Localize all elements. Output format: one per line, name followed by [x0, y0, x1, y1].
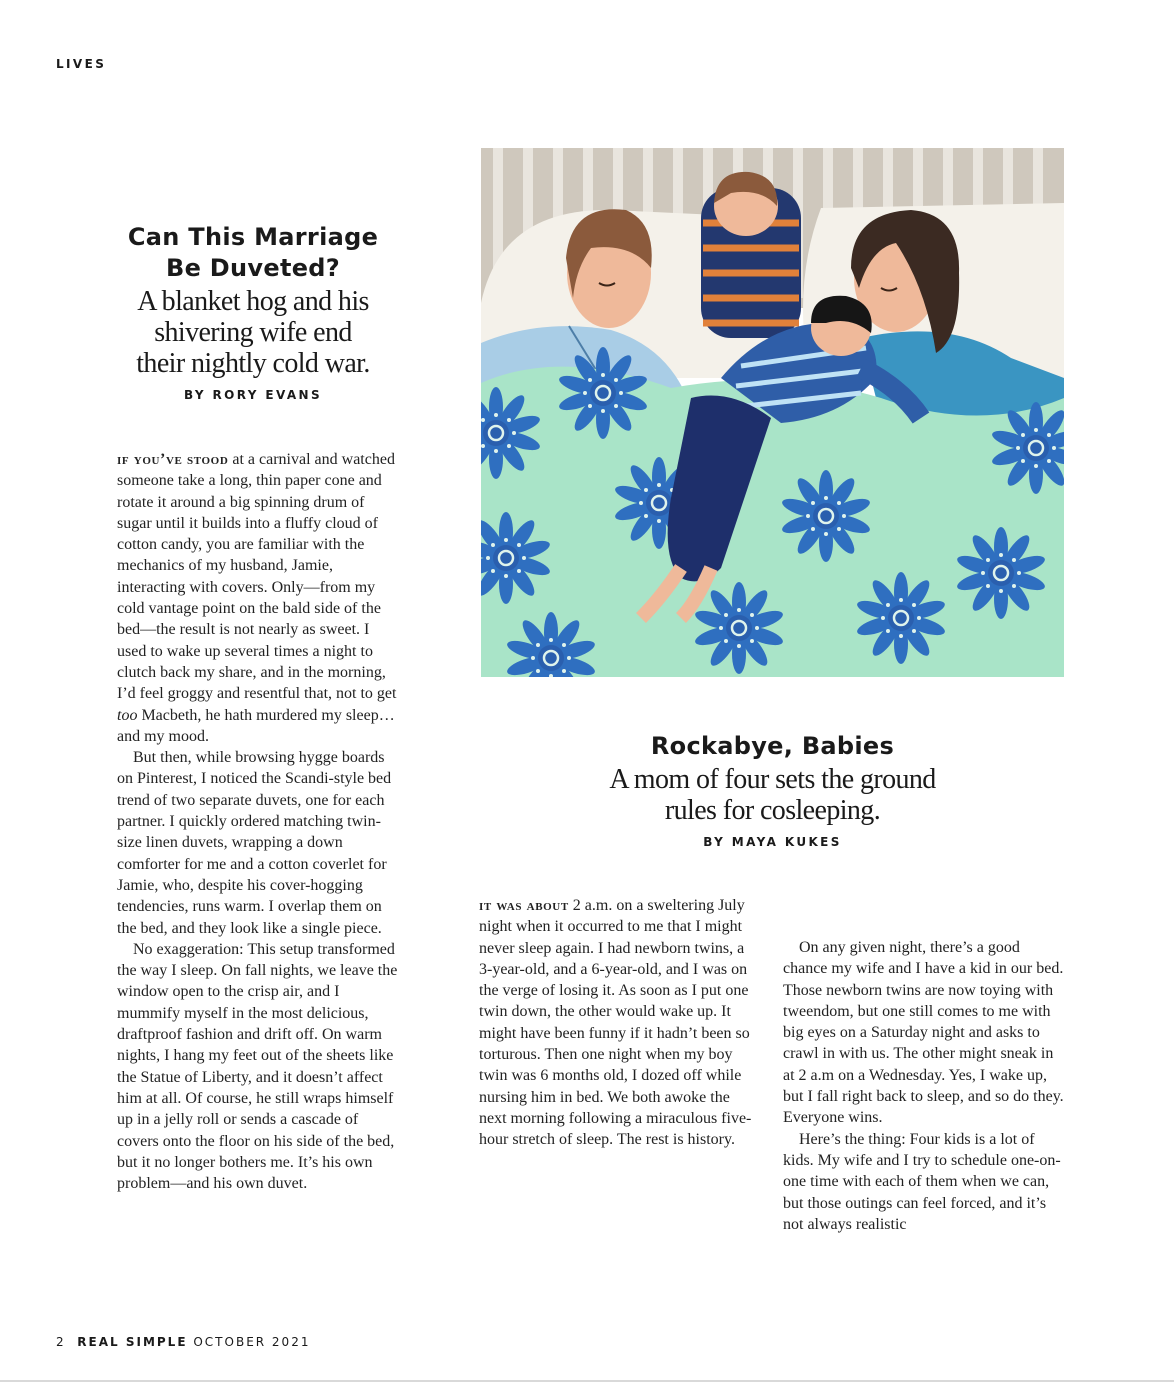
article1-dek-line1: A blanket hog and his [137, 286, 369, 317]
page-footer [56, 1335, 310, 1349]
magazine-name: REAL SIMPLE [77, 1335, 188, 1349]
article2-p1-text: 2 a.m. on a sweltering July night when it occurred to me that I might never sleep again. I had newborn twins, a 3-year-old, and a 6-year-old, and I was on the verge of losing it. As soon as I put one twin down, the other would wake up. It might have been funny if it hadn’t been so torturous. Then one night when my boy twin was 6 months old, I dozed off while nursing him in bed. We both awoke the next morning following a miraculous five-hour stretch of sleep. The rest is history. [479, 897, 752, 1149]
article1-paragraph-3: No exaggeration: This setup transformed the way I sleep. On fall nights, we leave the window open to the crisp air, and I mummify myself in the most delicious, draftproof fashion and drift off. On warm nights, I hang my feet out of the sheets like the Statue of Liberty, and it doesn’t affect him at all. Of course, he still wraps himself up in a jelly roll or sends a cascade of covers onto the floor on his side of the bed, but it no longer bothers me. It’s his own problem—and his own duvet. [117, 940, 398, 1193]
article2-dek [560, 764, 985, 826]
article2-column-1 [479, 895, 761, 1151]
article1-dek-line3: their nightly cold war. [136, 348, 370, 379]
issue-date: OCTOBER 2021 [193, 1335, 311, 1349]
article2-column-2 [783, 937, 1065, 1235]
article1-p1-end: Macbeth, he hath murdered my sleep…and my mood. [117, 706, 395, 745]
article2-paragraph-3: Here’s the thing: Four kids is a lot of kids. My wife and I try to schedule one-on-one time with each of them when we can, but those outings can feel forced, and it’s not always realistic [783, 1130, 1061, 1233]
bottom-rule [0, 1380, 1174, 1382]
article1-paragraph-2: But then, while browsing hygge boards on Pinterest, I noticed the Scandi-style bed trend of two separate duvets, one for each partner. I quickly ordered matching twin-size linen duvets, wrapping a down comforter for me and a cotton coverlet for Jamie, who, despite his cover-hogging tendencies, runs warm. I overlap them on the bed, and they look like a single piece. [117, 749, 392, 937]
article1-paragraph-1 [117, 449, 399, 747]
article1-title [100, 222, 406, 284]
article2-paragraph-1 [479, 895, 761, 1151]
cosleeping-family-illustration [481, 148, 1064, 677]
article1-heading [100, 222, 406, 402]
section-label: LIVES [56, 57, 107, 71]
article1-title-line1: Can This Marriage [127, 223, 379, 251]
article2-title: Rockabye, Babies [650, 732, 895, 760]
page-number: 2 [56, 1335, 66, 1349]
article1-title-line2: Be Duveted? [165, 254, 340, 282]
article1-body [117, 449, 399, 1194]
article1-lead-in: if you’ve stood [117, 451, 229, 468]
article1-dek-line2: shivering wife end [154, 317, 352, 348]
article2-byline: BY MAYA KUKES [703, 835, 842, 849]
article1-p1-italic: too [117, 706, 138, 724]
article2-dek-line1: A mom of four sets the ground [609, 764, 936, 795]
article2-paragraph-2: On any given night, there’s a good chance my wife and I have a kid in our bed. Those newborn twins are now toying with tweendom, but one still comes to me with big eyes on a Saturday night and asks to crawl in with us. The other might sneak in at 2 a.m on a Wednesday. Yes, I wake up, but I fall right back to sleep, and so do they. Everyone wins. [783, 939, 1064, 1127]
article1-p1-text: at a carnival and watched someone take a long, thin paper cone and rotate it around a big spinning drum of sugar until it builds into a fluffy cloud of cotton candy, you are familiar with the mechanics of my husband, Jamie, interacting with covers. Only—from my cold vantage point on the bald side of the bed—the result is not nearly as sweet. I used to wake up several times a night to clutch back my share, and in the morning, I’d feel groggy and resentful that, not to get [117, 451, 397, 703]
article2-lead-in: it was about [479, 897, 569, 914]
article1-dek [100, 286, 406, 379]
article1-byline: BY RORY EVANS [183, 388, 323, 402]
article2-heading [560, 731, 985, 849]
article2-dek-line2: rules for cosleeping. [664, 795, 881, 826]
